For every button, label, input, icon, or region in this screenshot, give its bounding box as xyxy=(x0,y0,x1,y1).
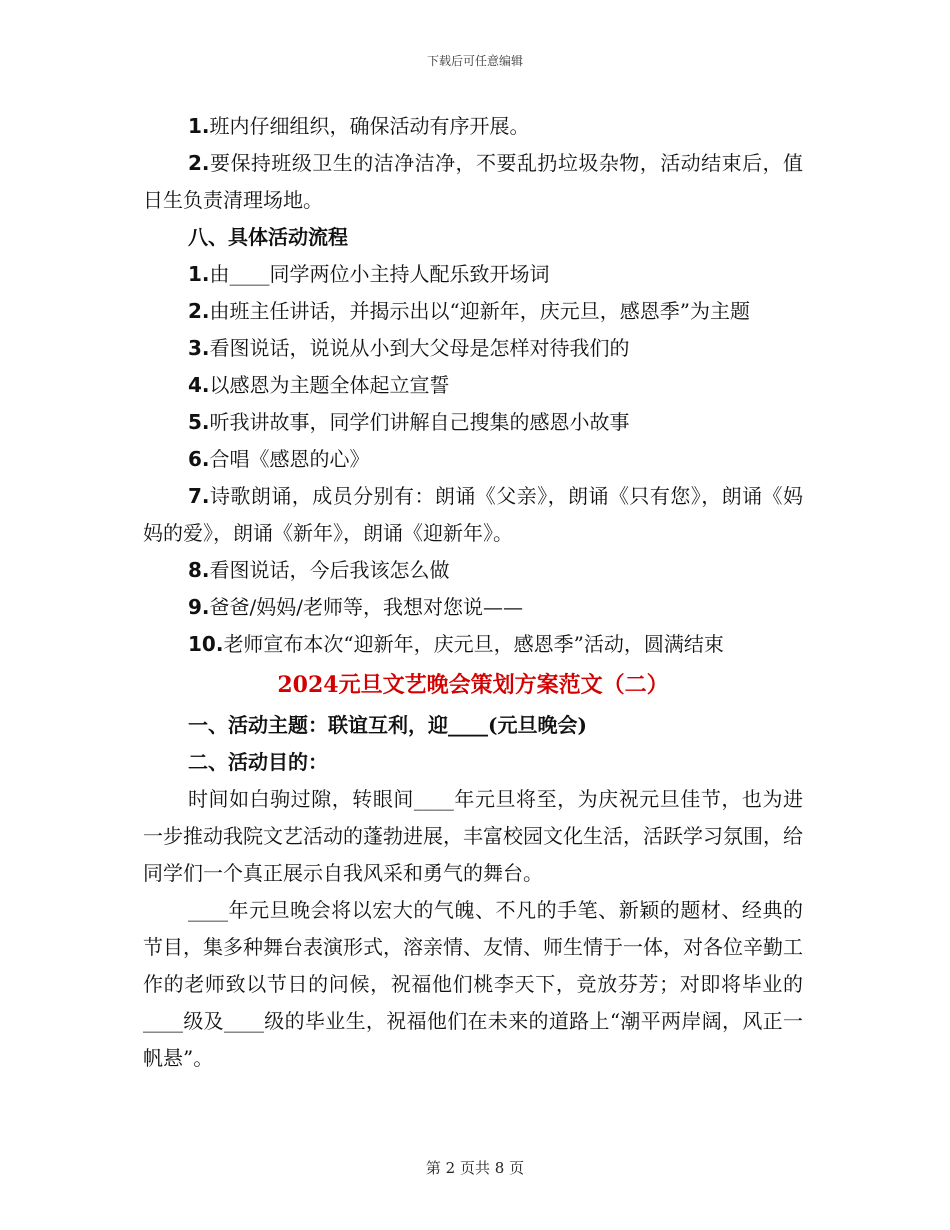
item-number: 8. xyxy=(188,558,210,582)
item-text: 由班主任讲话，并揭示出以“迎新年，庆元旦，感恩季”为主题 xyxy=(209,299,750,323)
item-text: 老师宣布本次“迎新年，庆元旦，感恩季”活动，圆满结束 xyxy=(223,632,724,656)
section-heading: 一、活动主题：联谊互利，迎____(元旦晚会) xyxy=(188,713,587,737)
item-number: 10. xyxy=(188,632,224,656)
document-body xyxy=(143,108,803,1077)
section-heading: 八、具体活动流程 xyxy=(188,225,348,249)
item-text: 班内仔细组织，确保活动有序开展。 xyxy=(209,114,530,138)
item-text: 合唱《感恩的心》 xyxy=(209,447,370,471)
body-paragraph: 时间如白驹过隙，转眼间____年元旦将至，为庆祝元旦佳节，也为进一步推动我院文艺活动的蓬勃进展，丰富校园文化生活，活跃学习氛围，给同学们一个真正展示自我风采和勇气的舞台。 xyxy=(143,787,803,885)
list-item xyxy=(143,552,803,589)
list-item xyxy=(143,330,803,367)
list-item xyxy=(143,404,803,441)
item-number: 2. xyxy=(188,151,210,175)
item-text: 以感恩为主题全体起立宣誓 xyxy=(209,373,450,397)
item-number: 1. xyxy=(188,262,210,286)
section-heading: 二、活动目的： xyxy=(188,750,328,774)
item-text: 看图说话，说说从小到大父母是怎样对待我们的 xyxy=(209,336,630,360)
item-number: 9. xyxy=(188,595,210,619)
list-item xyxy=(143,367,803,404)
item-text: 要保持班级卫生的洁净洁净，不要乱扔垃圾杂物，活动结束后，值日生负责清理场地。 xyxy=(143,151,803,212)
item-text: 由____同学两位小主持人配乐致开场词 xyxy=(209,262,550,286)
body-paragraph: ____年元旦晚会将以宏大的气魄、不凡的手笔、新颖的题材、经典的节目，集多种舞台表演形式，溶亲情、友情、师生情于一体，对各位辛勤工作的老师致以节日的问候，祝福他们桃李天下，竞放芬芳；对即将毕业的____级及____级的毕业生，祝福他们在未来的道路上“潮平两岸阔，风正一帆悬”。 xyxy=(143,898,803,1070)
list-item xyxy=(143,626,803,663)
list-item xyxy=(143,108,803,145)
list-item xyxy=(143,256,803,293)
item-number: 1. xyxy=(188,114,210,138)
item-number: 6. xyxy=(188,447,210,471)
list-item xyxy=(143,589,803,626)
item-number: 5. xyxy=(188,410,210,434)
item-number: 2. xyxy=(188,299,210,323)
page-header: 下载后可任意编辑 xyxy=(426,54,523,68)
item-text: 诗歌朗诵，成员分别有：朗诵《父亲》，朗诵《只有您》，朗诵《妈妈的爱》，朗诵《新年》，朗诵《迎新年》。 xyxy=(143,484,803,545)
item-number: 7. xyxy=(188,484,210,508)
page-footer: 第 2 页共 8 页 xyxy=(425,1159,525,1177)
list-item xyxy=(143,478,803,552)
list-item xyxy=(143,293,803,330)
item-text: 爸爸/妈妈/老师等，我想对您说—— xyxy=(209,595,523,619)
item-number: 4. xyxy=(188,373,210,397)
item-text: 听我讲故事，同学们讲解自己搜集的感恩小故事 xyxy=(209,410,630,434)
document-title: 2024元旦文艺晚会策划方案范文（二） xyxy=(277,672,669,698)
item-number: 3. xyxy=(188,336,210,360)
item-text: 看图说话，今后我该怎么做 xyxy=(209,558,450,582)
list-item xyxy=(143,441,803,478)
list-item xyxy=(143,145,803,219)
